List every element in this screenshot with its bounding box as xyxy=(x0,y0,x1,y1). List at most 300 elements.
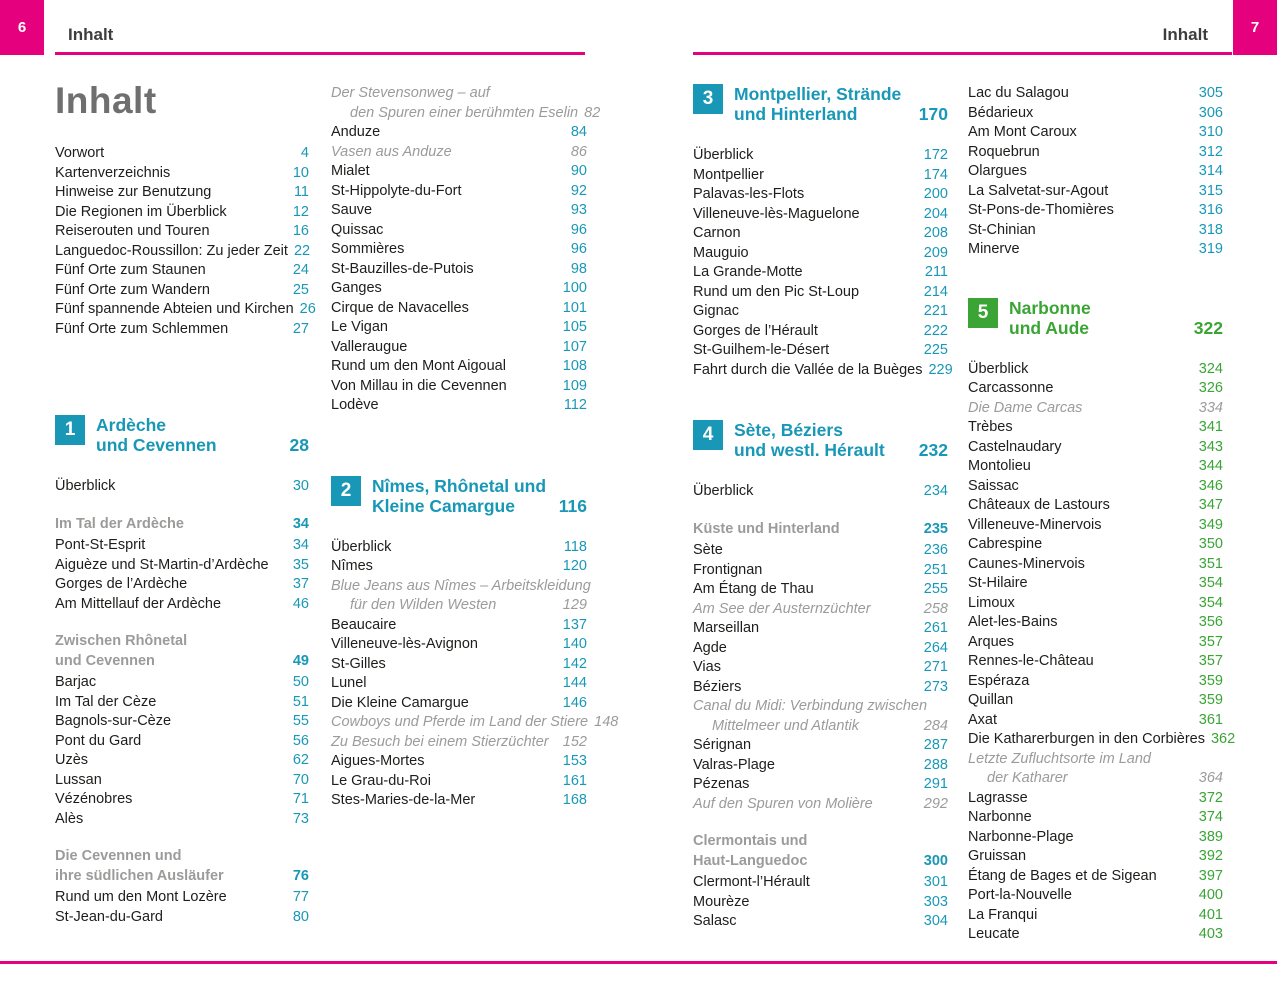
entry-label: Rennes-le-Château xyxy=(968,653,1094,669)
entry-label: Fünf Orte zum Schlemmen xyxy=(55,320,229,337)
entry-label: St-Hilaire xyxy=(968,575,1028,591)
section-number-badge: 1 xyxy=(55,415,85,445)
toc-entry xyxy=(968,418,1223,438)
toc-entry-group xyxy=(693,482,948,502)
toc-entry xyxy=(55,477,309,497)
toc-entry-group xyxy=(968,84,1223,260)
entry-page-number: 107 xyxy=(562,338,587,355)
toc-entry xyxy=(693,302,948,322)
entry-label: Nîmes xyxy=(331,558,373,574)
entry-page-number: 225 xyxy=(923,342,948,358)
toc-entry xyxy=(693,341,948,361)
toc-entry xyxy=(55,320,309,340)
entry-label: Rund um den Mont Aigoual xyxy=(331,358,506,374)
entry-label: Lunel xyxy=(331,675,367,691)
entry-label: Zu Besuch bei einem Stierzüchter xyxy=(331,733,549,750)
entry-page-number: 92 xyxy=(570,182,587,199)
entry-page-number: 305 xyxy=(1198,85,1223,101)
entry-page-number: 55 xyxy=(292,713,309,729)
toc-entry xyxy=(331,577,591,616)
entry-page-number: 96 xyxy=(570,241,587,257)
entry-label: St-Jean-du-Gard xyxy=(55,908,163,925)
section-title: Sète, Béziers und westl. Hérault xyxy=(734,420,885,460)
entry-label: Agde xyxy=(693,639,727,656)
entry-page-number: 261 xyxy=(923,620,948,636)
entry-label: Arques xyxy=(968,633,1014,650)
entry-label: Fünf Orte zum Staunen xyxy=(55,262,206,278)
entry-label: Cabrespine xyxy=(968,536,1043,552)
entry-page-number: 56 xyxy=(292,732,309,749)
toc-entry xyxy=(693,600,948,620)
toc-entry xyxy=(331,557,587,577)
entry-label: Der Stevensonweg – auf xyxy=(331,85,490,101)
toc-entry xyxy=(331,733,587,753)
entry-label-continuation: der Katharer xyxy=(987,770,1068,786)
entry-label: St-Guilhem-le-Désert xyxy=(693,342,830,358)
entry-page-number: 400 xyxy=(1198,887,1223,903)
entry-page-number: 24 xyxy=(292,262,309,278)
section-title: Montpellier, Strände und Hinterland xyxy=(734,84,902,124)
toc-entry xyxy=(331,279,587,299)
entry-page-number: 344 xyxy=(1198,458,1223,474)
toc-entry xyxy=(693,912,948,932)
entry-page-number: 37 xyxy=(292,576,309,592)
entry-label: Villeneuve-lès-Avignon xyxy=(331,636,478,652)
toc-entry xyxy=(968,574,1223,594)
section-title: Nîmes, Rhônetal und Kleine Camargue xyxy=(372,475,547,516)
entry-page-number: 204 xyxy=(923,205,948,222)
entry-page-number: 144 xyxy=(562,675,587,691)
toc-entry xyxy=(968,221,1223,241)
toc-entry xyxy=(968,808,1223,828)
entry-page-number: 350 xyxy=(1198,536,1223,552)
toc-entry xyxy=(331,694,587,714)
entry-page-number: 341 xyxy=(1198,419,1223,435)
section-number-badge: 3 xyxy=(693,84,723,114)
toc-entry xyxy=(968,182,1223,202)
toc-entry xyxy=(331,221,587,241)
entry-label: Rund um den Mont Lozère xyxy=(55,889,227,905)
toc-entry xyxy=(331,772,587,792)
toc-entry xyxy=(693,205,948,225)
page-title: Inhalt xyxy=(55,80,157,121)
section-page-number: 170 xyxy=(918,104,948,124)
entry-page-number: 234 xyxy=(923,483,948,499)
toc-entry xyxy=(693,263,948,283)
toc-entry xyxy=(968,360,1223,380)
toc-entry xyxy=(968,240,1223,260)
entry-label: Châteaux de Lastours xyxy=(968,497,1110,513)
section-page-number: 232 xyxy=(918,440,948,460)
entry-label: Aigues-Mortes xyxy=(331,753,425,769)
entry-page-number: 351 xyxy=(1198,555,1223,572)
subhead-label: und Cevennen xyxy=(55,652,155,669)
toc-entry-group xyxy=(331,538,619,811)
entry-page-number: 50 xyxy=(292,674,309,690)
entry-page-number: 362 xyxy=(1210,731,1236,747)
entry-page-number: 264 xyxy=(923,639,948,656)
entry-label: Überblick xyxy=(968,360,1029,377)
entry-label: Am Étang de Thau xyxy=(693,581,814,597)
toc-entry xyxy=(693,658,948,678)
entry-label: Carnon xyxy=(693,225,741,241)
entry-page-number: 255 xyxy=(923,581,948,597)
entry-page-number: 349 xyxy=(1198,516,1223,533)
entry-page-number: 389 xyxy=(1198,828,1223,845)
entry-page-number: 359 xyxy=(1198,672,1223,689)
entry-label: Alet-les-Bains xyxy=(968,614,1058,630)
entry-label: Sauve xyxy=(331,202,373,218)
entry-page-number: 11 xyxy=(293,184,309,200)
entry-label: Im Tal der Cèze xyxy=(55,693,157,710)
entry-label: Canal du Midi: Verbindung zwischen xyxy=(693,698,928,714)
toc-entry xyxy=(693,283,948,303)
toc-subhead xyxy=(55,847,309,886)
entry-label: Minerve xyxy=(968,241,1020,257)
entry-label: Vézénobres xyxy=(55,791,133,807)
toc-entry xyxy=(331,143,587,163)
entry-page-number: 401 xyxy=(1198,906,1223,923)
toc-entry-group xyxy=(693,873,948,932)
entry-label: St-Pons-de-Thomières xyxy=(968,202,1114,218)
toc-entry xyxy=(968,457,1223,477)
toc-entry xyxy=(693,756,948,776)
subhead-label: Die Cevennen und xyxy=(55,848,182,864)
toc-entry xyxy=(55,712,309,732)
entry-page-number: 304 xyxy=(923,913,948,929)
toc-entry xyxy=(968,477,1223,497)
entry-page-number: 22 xyxy=(293,242,311,259)
toc-column xyxy=(693,80,953,932)
entry-page-number: 26 xyxy=(299,301,316,317)
toc-entry xyxy=(331,318,587,338)
entry-page-number: 315 xyxy=(1198,182,1223,199)
entry-label: Bédarieux xyxy=(968,104,1034,121)
entry-page-number: 98 xyxy=(570,260,587,277)
entry-label: Überblick xyxy=(693,147,754,163)
entry-page-number: 258 xyxy=(923,600,948,617)
toc-entry xyxy=(693,244,948,264)
toc-entry xyxy=(693,893,948,913)
subhead-label: ihre südlichen Ausläufer xyxy=(55,867,224,884)
toc-entry-group xyxy=(55,536,309,614)
toc-entry xyxy=(693,322,948,342)
toc-entry xyxy=(331,84,601,123)
toc-entry xyxy=(968,691,1223,711)
toc-entry xyxy=(968,906,1223,926)
entry-label: Béziers xyxy=(693,678,742,695)
toc-entry xyxy=(331,377,587,397)
entry-label: Mialet xyxy=(331,163,370,179)
toc-subhead xyxy=(55,515,309,535)
entry-label: Alès xyxy=(55,810,84,827)
entry-label: Carcassonne xyxy=(968,380,1054,396)
toc-entry xyxy=(693,580,948,600)
toc-entry xyxy=(693,561,948,581)
toc-entry xyxy=(968,438,1223,458)
entry-page-number: 46 xyxy=(292,595,309,612)
entry-page-number: 137 xyxy=(562,616,587,633)
entry-page-number: 306 xyxy=(1198,104,1223,121)
entry-page-number: 356 xyxy=(1198,614,1223,630)
toc-entry xyxy=(968,750,1223,789)
toc-entry xyxy=(968,613,1223,633)
toc-entry-group xyxy=(55,477,309,497)
toc-entry-group xyxy=(55,673,309,829)
toc-entry xyxy=(693,541,948,561)
entry-page-number: 25 xyxy=(292,281,309,298)
entry-label: Kartenverzeichnis xyxy=(55,164,171,181)
entry-label: Languedoc-Roussillon: Zu jeder Zeit xyxy=(55,242,288,259)
toc-entry xyxy=(693,482,948,502)
entry-label: Mourèze xyxy=(693,893,750,910)
toc-entry xyxy=(331,655,587,675)
toc-entry xyxy=(968,828,1223,848)
entry-page-number: 34 xyxy=(292,537,309,553)
toc-entry xyxy=(968,379,1223,399)
toc-entry xyxy=(55,183,309,203)
entry-page-number: 35 xyxy=(292,556,309,573)
toc-entry xyxy=(55,222,309,242)
section-page-number: 322 xyxy=(1193,317,1223,338)
entry-page-number: 354 xyxy=(1198,594,1223,611)
entry-label: Villeneuve-lès-Maguelone xyxy=(693,205,860,222)
entry-page-number: 214 xyxy=(923,283,948,300)
entry-label: Villeneuve-Minervois xyxy=(968,516,1102,533)
entry-label: Palavas-les-Flots xyxy=(693,186,805,202)
entry-label: Die Kleine Camargue xyxy=(331,694,469,711)
entry-label: Cirque de Navacelles xyxy=(331,299,469,316)
toc-entry xyxy=(968,162,1223,182)
section-header xyxy=(55,415,309,455)
entry-label: La Franqui xyxy=(968,906,1038,923)
entry-label: Lac du Salagou xyxy=(968,85,1069,101)
entry-label: Axat xyxy=(968,711,998,728)
entry-page-number: 71 xyxy=(292,791,309,807)
entry-page-number: 142 xyxy=(562,655,587,672)
entry-label: Die Regionen im Überblick xyxy=(55,203,227,220)
entry-page-number: 80 xyxy=(292,908,309,925)
entry-page-number: 397 xyxy=(1198,867,1223,884)
toc-entry xyxy=(331,674,587,694)
entry-label: Vasen aus Anduze xyxy=(331,143,452,160)
entry-page-number: 364 xyxy=(1198,770,1223,786)
toc-subhead xyxy=(693,520,948,540)
toc-entry xyxy=(968,867,1223,887)
toc-entry xyxy=(55,771,309,791)
entry-page-number: 73 xyxy=(292,810,309,827)
entry-label: Rund um den Pic St-Loup xyxy=(693,283,860,300)
toc-entry xyxy=(693,185,948,205)
entry-label: Die Dame Carcas xyxy=(968,399,1083,416)
entry-label: Überblick xyxy=(331,538,392,555)
toc-subhead xyxy=(55,632,309,671)
toc-entry xyxy=(55,144,309,164)
entry-label: Valleraugue xyxy=(331,338,408,355)
entry-label: Bagnols-sur-Cèze xyxy=(55,713,172,729)
entry-page-number: 374 xyxy=(1198,809,1223,825)
toc-entry xyxy=(693,619,948,639)
entry-page-number: 12 xyxy=(292,203,309,220)
subhead-page-number: 76 xyxy=(292,867,309,884)
toc-entry xyxy=(55,164,309,184)
toc-entry xyxy=(968,652,1223,672)
entry-page-number: 86 xyxy=(570,143,587,160)
toc-entry xyxy=(968,84,1223,104)
entry-label: Beaucaire xyxy=(331,616,397,633)
toc-entry xyxy=(55,908,309,928)
entry-page-number: 161 xyxy=(562,772,587,789)
header-title-left: Inhalt xyxy=(68,25,114,44)
toc-entry xyxy=(968,711,1223,731)
entry-page-number: 314 xyxy=(1198,163,1223,179)
entry-page-number: 108 xyxy=(562,358,587,374)
toc-entry-group xyxy=(331,84,601,416)
entry-label-continuation: für den Wilden Westen xyxy=(350,597,497,613)
toc-entry xyxy=(55,556,309,576)
toc-entry xyxy=(693,224,948,244)
toc-entry xyxy=(968,633,1223,653)
toc-entry xyxy=(55,693,309,713)
entry-page-number: 27 xyxy=(292,320,309,337)
toc-entry-group xyxy=(693,146,953,380)
entry-label: Gorges de l’Ardèche xyxy=(55,576,188,592)
entry-page-number: 372 xyxy=(1198,789,1223,806)
entry-page-number: 310 xyxy=(1198,124,1223,140)
entry-page-number: 222 xyxy=(923,322,948,339)
entry-label-continuation: Mittelmeer und Atlantik xyxy=(712,717,859,734)
entry-page-number: 129 xyxy=(562,597,587,613)
entry-label: Montpellier xyxy=(693,166,764,183)
entry-label: Blue Jeans aus Nîmes – Arbeitskleidung xyxy=(331,577,591,594)
entry-label: Lagrasse xyxy=(968,789,1028,806)
toc-entry xyxy=(968,143,1223,163)
header-rule-right xyxy=(693,52,1232,55)
header-rule-left xyxy=(55,52,585,55)
entry-label: Quillan xyxy=(968,692,1014,708)
entry-page-number: 292 xyxy=(923,795,948,812)
entry-label: Olargues xyxy=(968,163,1027,179)
section-title: Narbonne und Aude xyxy=(1009,297,1091,338)
toc-entry xyxy=(968,672,1223,692)
toc-entry-group xyxy=(55,888,309,927)
entry-label: Pont du Gard xyxy=(55,732,142,749)
entry-page-number: 96 xyxy=(570,221,587,238)
toc-entry xyxy=(55,810,309,830)
entry-label: Caunes-Minervois xyxy=(968,555,1085,572)
entry-label: St-Bauzilles-de-Putois xyxy=(331,260,474,277)
entry-page-number: 148 xyxy=(594,714,619,730)
entry-label: Saissac xyxy=(968,477,1019,494)
entry-label: Pont-St-Esprit xyxy=(55,537,146,553)
entry-label: Überblick xyxy=(55,478,116,494)
subhead-label: Haut-Languedoc xyxy=(693,852,808,869)
entry-page-number: 316 xyxy=(1198,202,1223,218)
entry-page-number: 30 xyxy=(292,478,309,494)
entry-label: Sommières xyxy=(331,241,405,257)
toc-entry xyxy=(331,538,587,558)
entry-label: Montolieu xyxy=(968,458,1031,474)
section-header xyxy=(968,298,1223,338)
toc-entry xyxy=(55,751,309,771)
toc-entry xyxy=(693,146,948,166)
entry-page-number: 174 xyxy=(923,166,948,183)
entry-label: Stes-Maries-de-la-Mer xyxy=(331,792,476,808)
toc-entry-group xyxy=(693,541,948,814)
entry-page-number: 152 xyxy=(562,733,587,750)
page-number-left-badge: 6 xyxy=(0,0,44,55)
entry-page-number: 221 xyxy=(923,303,948,319)
entry-page-number: 77 xyxy=(292,889,309,905)
entry-label: Cowboys und Pferde im Land der Stiere xyxy=(331,714,589,730)
subhead-page-number: 34 xyxy=(292,515,309,532)
page-number-right-badge: 7 xyxy=(1233,0,1277,55)
entry-page-number: 303 xyxy=(923,893,948,910)
entry-page-number: 211 xyxy=(924,264,948,280)
entry-page-number: 403 xyxy=(1198,926,1223,942)
entry-page-number: 287 xyxy=(923,737,948,753)
entry-page-number: 120 xyxy=(562,558,587,574)
entry-page-number: 354 xyxy=(1198,575,1223,591)
toc-entry xyxy=(55,203,309,223)
entry-page-number: 284 xyxy=(923,717,948,734)
toc-entry xyxy=(968,886,1223,906)
entry-label: Roquebrun xyxy=(968,143,1040,160)
subhead-label: Clermontais und xyxy=(693,833,808,849)
entry-label: Sérignan xyxy=(693,737,752,753)
toc-entry xyxy=(968,535,1223,555)
entry-page-number: 361 xyxy=(1198,711,1223,728)
toc-entry xyxy=(968,925,1223,945)
toc-entry xyxy=(693,873,948,893)
toc-column xyxy=(331,80,619,811)
entry-label: Anduze xyxy=(331,124,381,140)
entry-page-number: 347 xyxy=(1198,497,1223,513)
entry-label: La Salvetat-sur-Agout xyxy=(968,182,1109,199)
entry-page-number: 291 xyxy=(923,776,948,792)
toc-entry xyxy=(693,775,948,795)
entry-page-number: 105 xyxy=(562,319,587,335)
entry-label: Salasc xyxy=(693,913,737,929)
toc-entry xyxy=(55,790,309,810)
toc-entry xyxy=(968,123,1223,143)
entry-label: Limoux xyxy=(968,594,1015,611)
entry-page-number: 273 xyxy=(923,678,948,695)
entry-page-number: 101 xyxy=(562,299,587,316)
toc-entry xyxy=(693,697,948,736)
entry-label: Letzte Zufluchtsorte im Land xyxy=(968,750,1151,767)
entry-page-number: 90 xyxy=(570,163,587,179)
entry-label: Pézenas xyxy=(693,776,750,792)
entry-page-number: 118 xyxy=(563,538,587,555)
entry-page-number: 51 xyxy=(292,693,309,710)
toc-entry xyxy=(968,399,1223,419)
toc-entry xyxy=(55,732,309,752)
entry-label: Barjac xyxy=(55,674,97,690)
entry-label-continuation: den Spuren einer berühmten Eselin xyxy=(350,104,579,121)
entry-label: Castelnaudary xyxy=(968,438,1062,455)
entry-page-number: 168 xyxy=(562,792,587,808)
section-header xyxy=(693,420,948,460)
entry-page-number: 62 xyxy=(292,752,309,768)
entry-label: Am Mittellauf der Ardèche xyxy=(55,595,222,612)
toc-subhead xyxy=(693,832,948,871)
section-header xyxy=(331,476,587,516)
toc-entry xyxy=(331,635,587,655)
entry-page-number: 84 xyxy=(570,124,587,140)
entry-page-number: 312 xyxy=(1198,143,1223,160)
entry-label: Sète xyxy=(693,542,723,558)
